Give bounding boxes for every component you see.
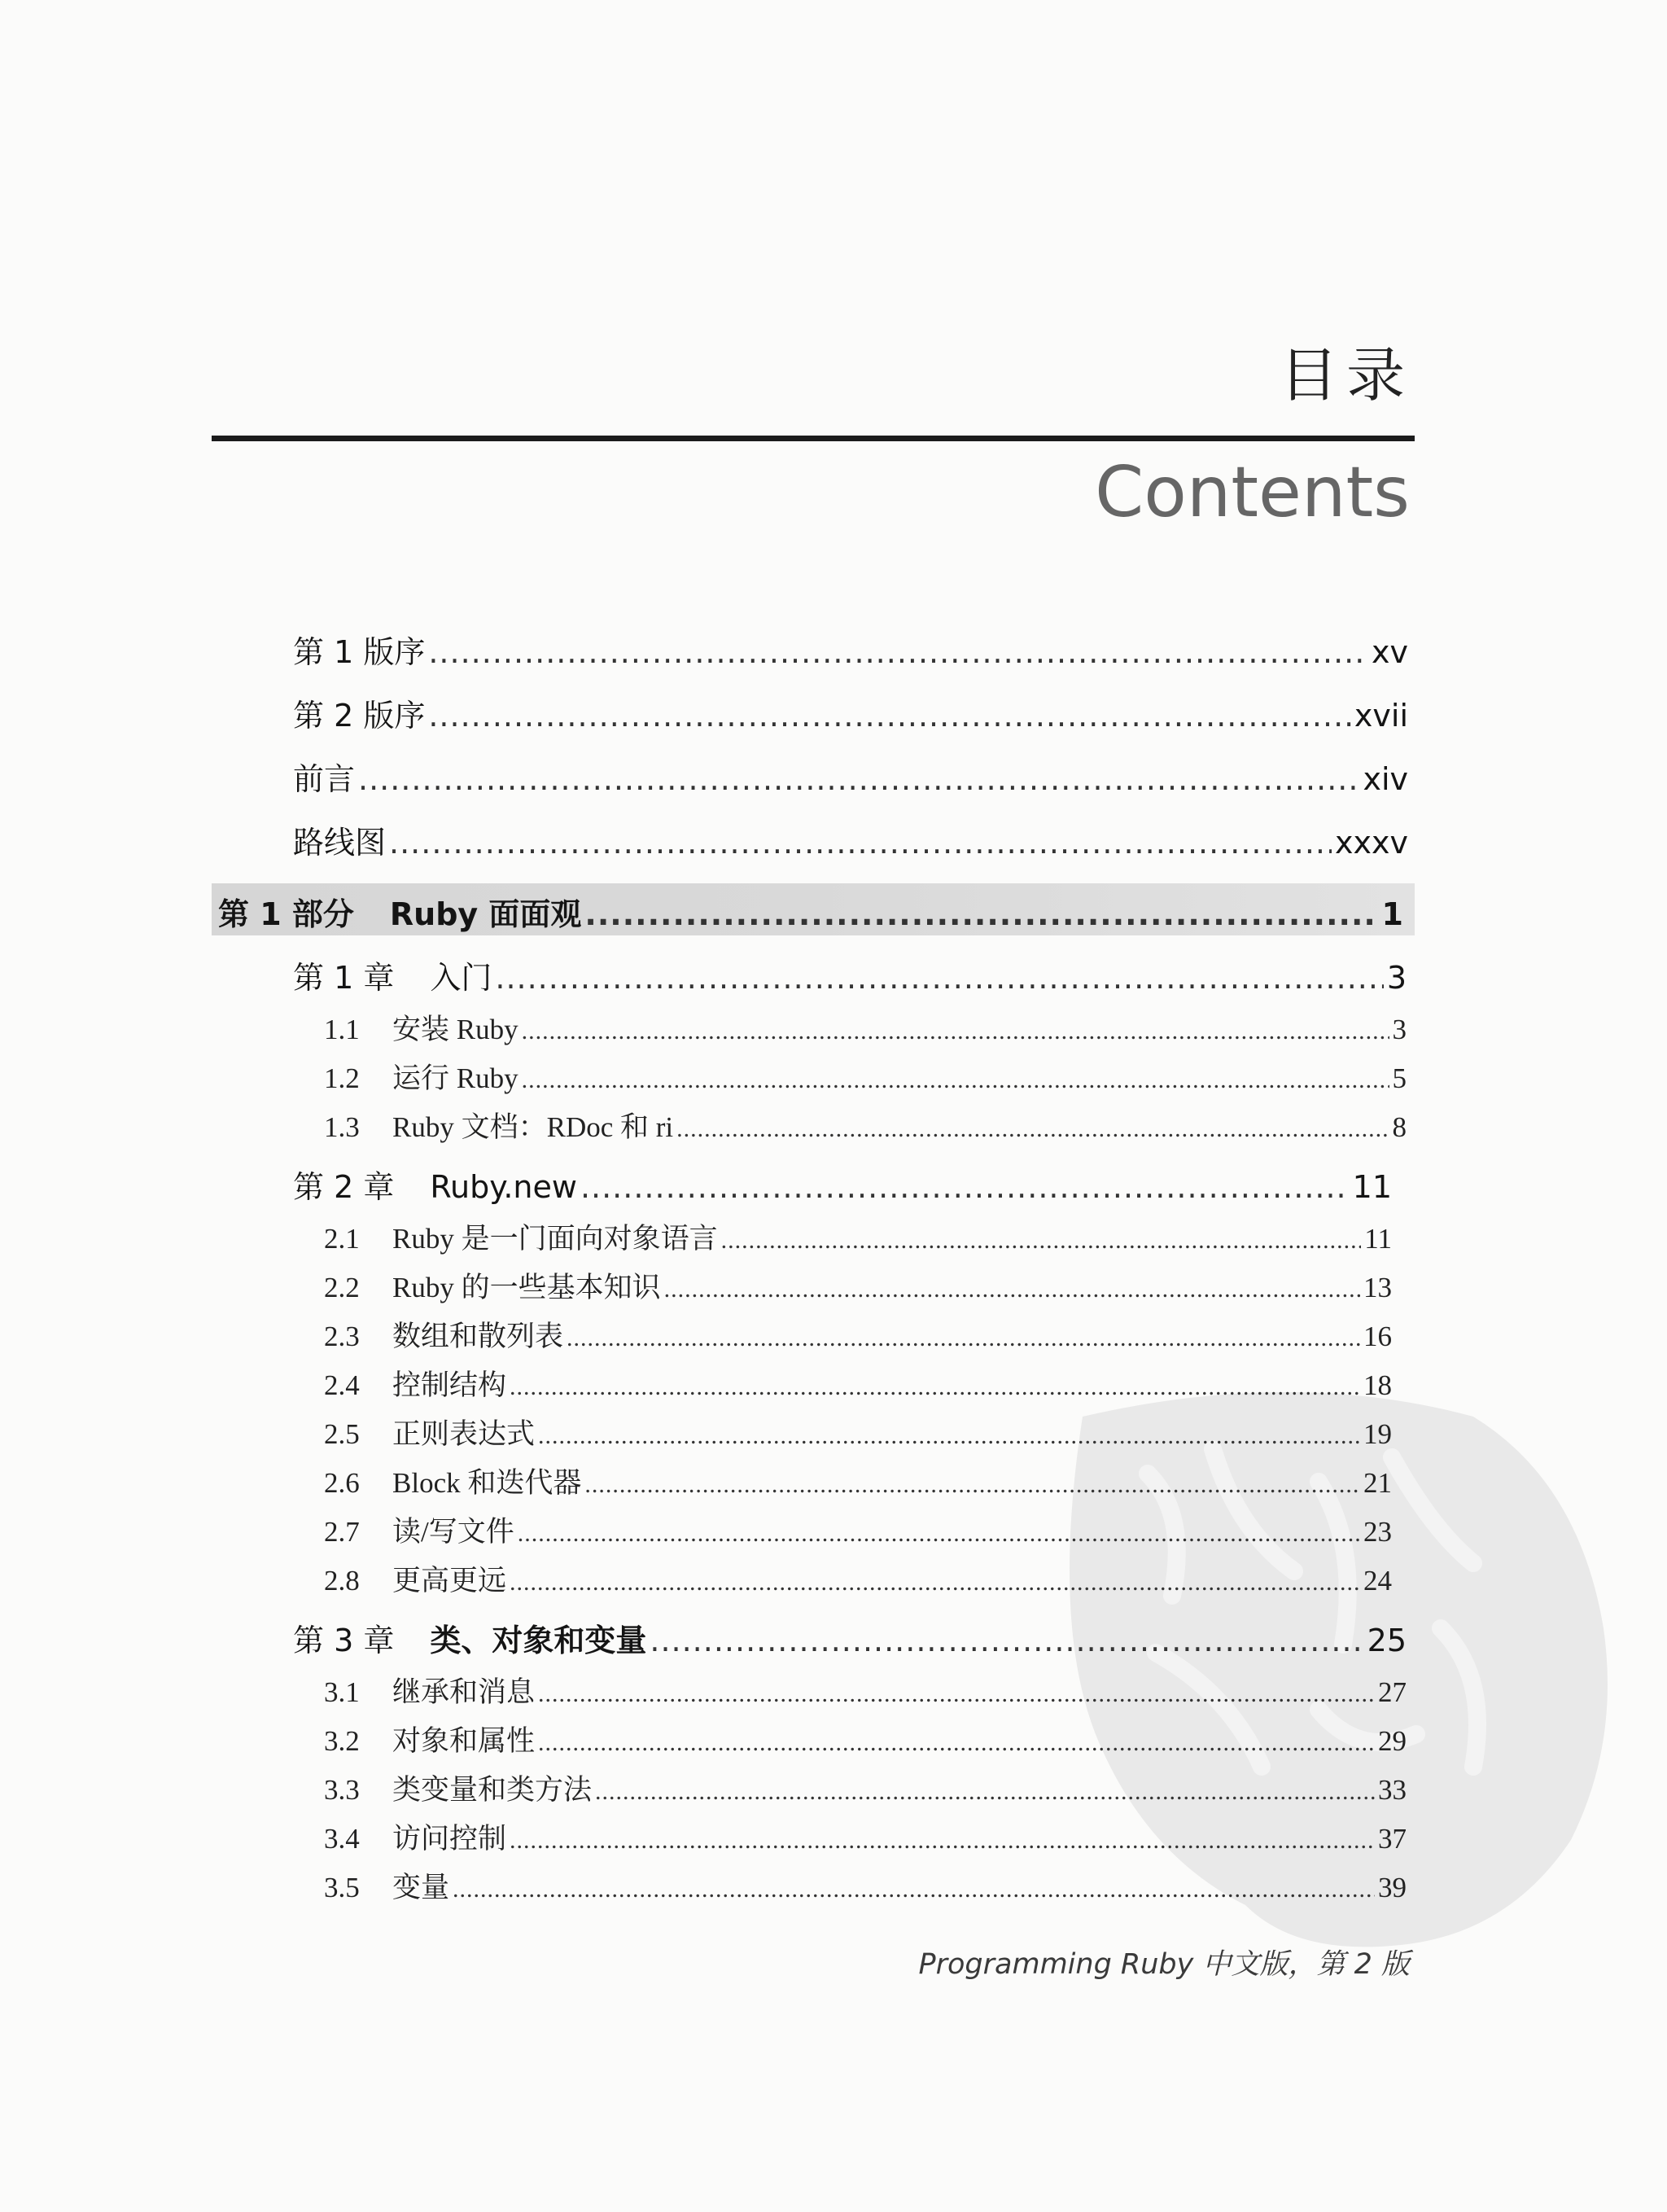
dot-leader	[650, 1623, 1363, 1658]
toc-entry-page: 1	[1381, 896, 1403, 932]
section-title: 访问控制	[392, 1823, 507, 1855]
toc-entry-page: 19	[1363, 1418, 1392, 1450]
dot-leader	[428, 698, 1351, 734]
toc-section-3-2[interactable]	[324, 1719, 1407, 1759]
toc-entry-label: 第 2 版序	[293, 698, 426, 734]
toc-entry-page: 27	[1378, 1676, 1407, 1708]
toc-section-2-8[interactable]	[324, 1558, 1392, 1599]
toc-section-2-7[interactable]	[324, 1509, 1392, 1550]
section-title: 控制结构	[392, 1369, 507, 1401]
section-number: 3.2	[324, 1725, 360, 1757]
dot-leader	[538, 1729, 1375, 1757]
section-title: Ruby 是一门面向对象语言	[392, 1223, 718, 1255]
toc-entry-page: 8	[1392, 1111, 1407, 1143]
dot-leader	[453, 1876, 1375, 1903]
toc-entry-front-1[interactable]	[293, 627, 1408, 672]
toc-section-3-5[interactable]	[324, 1865, 1407, 1906]
toc-section-3-4[interactable]	[324, 1816, 1407, 1857]
dot-leader	[389, 825, 1332, 861]
section-number: 2.5	[324, 1418, 360, 1450]
title-rule	[212, 436, 1415, 441]
toc-entry-page: 24	[1363, 1565, 1392, 1597]
dot-leader	[358, 761, 1359, 797]
dot-leader	[567, 1325, 1360, 1352]
toc-section-1-3[interactable]	[324, 1105, 1407, 1145]
section-title: 数组和散列表	[392, 1321, 564, 1352]
toc-entry-page: 25	[1367, 1623, 1407, 1658]
toc-section-2-4[interactable]	[324, 1363, 1392, 1404]
chapter-number: 第 2 章	[293, 1169, 395, 1205]
section-title: 安装 Ruby	[392, 1014, 518, 1045]
section-number: 2.1	[324, 1223, 360, 1255]
section-title: 类变量和类方法	[392, 1774, 593, 1806]
dot-leader	[510, 1373, 1360, 1401]
section-number: 3.3	[324, 1774, 360, 1806]
toc-section-2-2[interactable]	[324, 1265, 1392, 1306]
toc-entry-front-4[interactable]	[293, 817, 1408, 862]
toc-entry-page: 33	[1378, 1774, 1407, 1806]
toc-entry-page: 5	[1392, 1062, 1407, 1094]
toc-entry-label: 路线图	[293, 825, 387, 861]
chapter-number: 第 3 章	[293, 1623, 395, 1658]
section-title: 对象和属性	[392, 1725, 536, 1757]
dot-leader	[518, 1520, 1360, 1548]
dot-leader	[522, 1018, 1389, 1045]
toc-entry-page: xvii	[1354, 698, 1408, 734]
toc-entry-label: 前言	[293, 761, 356, 797]
toc-section-3-3[interactable]	[324, 1767, 1407, 1808]
section-number: 1.3	[324, 1111, 360, 1143]
dot-leader	[584, 896, 1378, 932]
dot-leader	[538, 1422, 1360, 1450]
toc-entry-page: xxxv	[1335, 825, 1408, 861]
toc-entry-page: 29	[1378, 1725, 1407, 1757]
dot-leader	[510, 1569, 1360, 1597]
section-title: 运行 Ruby	[392, 1062, 518, 1094]
toc-entry-front-2[interactable]	[293, 690, 1408, 735]
section-title: 读/写文件	[392, 1516, 514, 1548]
section-title: 变量	[392, 1872, 450, 1903]
toc-entry-page: 3	[1386, 960, 1407, 996]
dot-leader	[584, 1471, 1360, 1499]
toc-chapter-2[interactable]	[293, 1162, 1392, 1207]
toc-section-2-3[interactable]	[324, 1314, 1392, 1355]
dot-leader	[580, 1169, 1350, 1205]
book-footer: Programming Ruby 中文版，第 2 版	[918, 1948, 1410, 1981]
toc-entry-page: xiv	[1363, 761, 1408, 797]
dot-leader	[664, 1276, 1360, 1303]
section-number: 1.1	[324, 1014, 360, 1045]
toc-entry-page: 11	[1352, 1169, 1392, 1205]
dot-leader	[428, 634, 1368, 670]
dot-leader	[495, 960, 1383, 996]
section-number: 3.1	[324, 1676, 360, 1708]
toc-entry-page: 13	[1363, 1272, 1392, 1303]
toc-section-1-2[interactable]	[324, 1056, 1407, 1097]
section-number: 2.7	[324, 1516, 360, 1548]
section-number: 2.4	[324, 1369, 360, 1401]
page-title-cn: 目录	[1279, 341, 1413, 410]
section-number: 2.6	[324, 1467, 360, 1499]
section-number: 3.5	[324, 1872, 360, 1903]
toc-entry-page: 37	[1378, 1823, 1407, 1855]
dot-leader	[510, 1827, 1375, 1855]
toc-section-3-1[interactable]	[324, 1670, 1407, 1710]
toc-section-2-6[interactable]	[324, 1461, 1392, 1501]
dot-leader	[538, 1680, 1375, 1708]
chapter-title: Ruby.new	[430, 1169, 577, 1205]
dot-leader	[721, 1227, 1362, 1255]
toc-entry-page: 21	[1363, 1467, 1392, 1499]
toc-entry-label: 第 1 版序	[293, 634, 426, 670]
toc-chapter-1[interactable]	[293, 953, 1407, 997]
toc-chapter-3[interactable]	[293, 1615, 1407, 1660]
section-number: 2.2	[324, 1272, 360, 1303]
toc-section-2-5[interactable]	[324, 1412, 1392, 1452]
toc-entry-front-3[interactable]	[293, 754, 1408, 799]
dot-leader	[522, 1067, 1389, 1094]
section-title: 更高更远	[392, 1565, 507, 1597]
toc-entry-page: 18	[1363, 1369, 1392, 1401]
section-number: 2.3	[324, 1321, 360, 1352]
section-title: Ruby 的一些基本知识	[392, 1272, 661, 1303]
dot-leader	[595, 1778, 1375, 1806]
toc-section-2-1[interactable]	[324, 1216, 1392, 1257]
dot-leader	[676, 1115, 1389, 1143]
chapter-title: 类、对象和变量	[430, 1623, 647, 1658]
section-number: 2.8	[324, 1565, 360, 1597]
part-number: 第 1 部分	[218, 896, 354, 932]
chapter-title: 入门	[430, 960, 492, 996]
section-number: 3.4	[324, 1823, 360, 1855]
section-title: Ruby 文档：RDoc 和 ri	[392, 1111, 674, 1143]
section-number: 1.2	[324, 1062, 360, 1094]
toc-entry-page: 11	[1364, 1223, 1392, 1255]
toc-entry-page: 23	[1363, 1516, 1392, 1548]
section-title: 继承和消息	[392, 1676, 536, 1708]
part-title: Ruby 面面观	[389, 896, 582, 932]
section-title: 正则表达式	[392, 1418, 536, 1450]
toc-entry-page: 3	[1392, 1014, 1407, 1045]
toc-entry-page: 16	[1363, 1321, 1392, 1352]
toc-entry-page: xv	[1372, 634, 1408, 670]
section-title: Block 和迭代器	[392, 1467, 582, 1499]
toc-part-1[interactable]	[218, 889, 1403, 934]
toc-section-1-1[interactable]	[324, 1007, 1407, 1048]
toc-entry-page: 39	[1378, 1872, 1407, 1903]
chapter-number: 第 1 章	[293, 960, 395, 996]
page-title-en: Contents	[1095, 452, 1410, 533]
